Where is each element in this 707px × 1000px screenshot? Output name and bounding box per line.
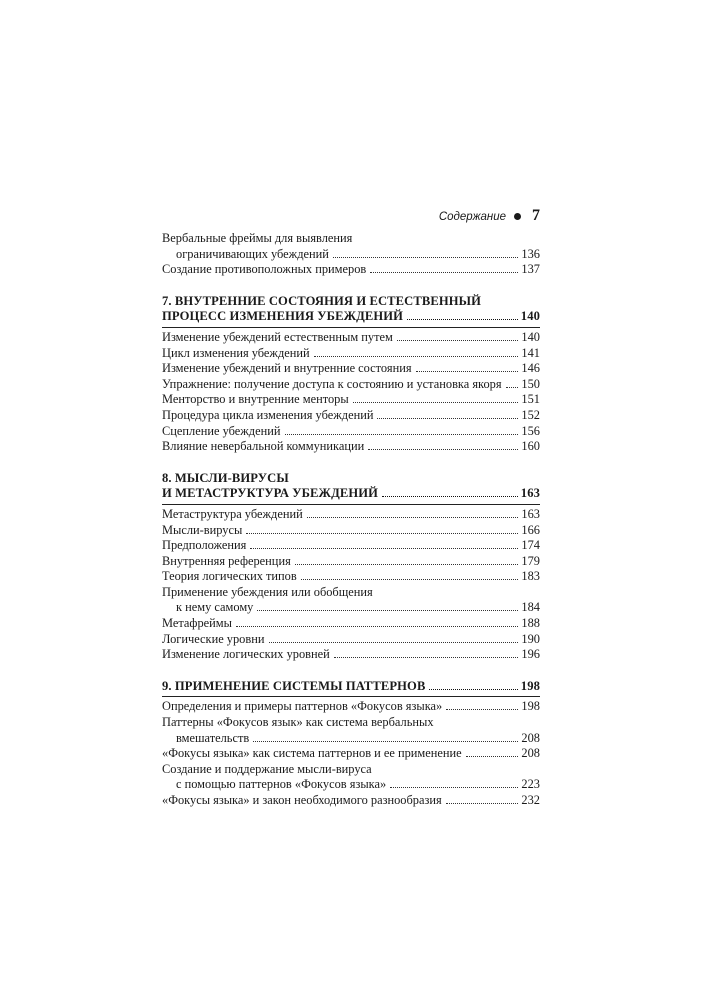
toc-entry[interactable] (162, 523, 540, 539)
toc-entry[interactable] (162, 538, 540, 554)
leader-dots (416, 371, 519, 372)
toc-entry-page: 174 (521, 538, 540, 553)
toc-entry[interactable] (162, 330, 540, 346)
toc-entry-title: Внутренняя референция (162, 553, 291, 568)
toc-entry-title-cont: ограничивающих убеждений (176, 246, 329, 261)
toc-entry-title: Паттерны «Фокусов язык» как система вербальных (162, 715, 434, 730)
toc-entry-page: 151 (521, 392, 540, 407)
chapter-rule (162, 327, 540, 328)
toc-entry[interactable] (162, 616, 540, 632)
toc-entry[interactable] (162, 585, 540, 616)
toc-entry-page: 137 (521, 262, 540, 277)
toc-entry-title: Предположения (162, 538, 247, 553)
toc-entry[interactable] (162, 408, 540, 424)
toc-entry-title: Цикл изменения убеждений (162, 345, 310, 360)
leader-dots (301, 579, 519, 580)
leader-dots (334, 657, 519, 658)
chapter-heading-8[interactable] (162, 471, 540, 502)
leader-dots (353, 402, 519, 403)
toc-entry[interactable] (162, 569, 540, 585)
leader-dots (295, 564, 519, 565)
toc-entry-title: «Фокусы языка» как система паттернов и ее применение (162, 746, 462, 761)
toc-entry-title-cont: вмешательств (176, 730, 250, 745)
toc-entry-page: 152 (521, 407, 540, 422)
toc-entry[interactable] (162, 439, 540, 455)
toc-entry-title: Теория логических типов (162, 569, 297, 584)
toc-entry-page: 136 (521, 246, 540, 261)
chapter-page: 163 (520, 486, 540, 501)
toc-entry-title: Процедура цикла изменения убеждений (162, 407, 374, 422)
toc-entry[interactable] (162, 377, 540, 393)
leader-dots (257, 610, 518, 611)
chapter-title-cont: ПРОЦЕСС ИЗМЕНЕНИЯ УБЕЖДЕНИЙ (162, 309, 404, 324)
toc-entry-title: Влияние невербальной коммуникации (162, 439, 365, 454)
table-of-contents (162, 231, 540, 809)
toc-entry-title: «Фокусы языка» и закон необходимого разнообразия (162, 793, 442, 807)
leader-dots (250, 548, 518, 549)
leader-dots (368, 449, 518, 450)
toc-entry-title-cont: к нему самому (176, 600, 254, 615)
leader-dots (246, 533, 518, 534)
toc-entry-page: 232 (521, 793, 540, 807)
section-title: Содержание (438, 211, 506, 223)
leader-dots (269, 642, 519, 643)
chapter-rule (162, 696, 540, 697)
toc-entry-page: 208 (521, 746, 540, 761)
toc-entry-title: Определения и примеры паттернов «Фокусов языка» (162, 699, 443, 714)
toc-entry-page: 223 (521, 777, 540, 792)
leader-dots (236, 626, 518, 627)
toc-entry-page: 188 (521, 616, 540, 631)
toc-entry-title: Применение убеждения или обобщения (162, 584, 373, 599)
toc-entry-title: Создание противоположных примеров (162, 262, 367, 277)
toc-entry-page: 184 (521, 600, 540, 615)
chapter-title: 7. ВНУТРЕННИЕ СОСТОЯНИЯ И ЕСТЕСТВЕННЫЙ (162, 293, 482, 308)
leader-dots (370, 272, 518, 273)
toc-entry-page: 198 (521, 699, 540, 714)
toc-entry-page: 140 (521, 329, 540, 344)
page-number: 7 (532, 207, 540, 224)
toc-entry-page: 150 (521, 376, 540, 391)
toc-entry[interactable] (162, 231, 540, 262)
chapter-page: 198 (520, 678, 540, 693)
running-head (165, 207, 540, 226)
toc-entry[interactable] (162, 715, 540, 746)
toc-entry-page: 156 (521, 423, 540, 438)
toc-entry[interactable] (162, 699, 540, 715)
toc-entry-title: Изменение логических уровней (162, 647, 330, 662)
chapter-title-cont: И МЕТАСТРУКТУРА УБЕЖДЕНИЙ (162, 486, 379, 501)
chapter-title: 8. МЫСЛИ-ВИРУСЫ (162, 470, 289, 485)
toc-entry-page: 166 (521, 522, 540, 537)
leader-dots (307, 517, 519, 518)
chapter-heading-9[interactable] (162, 679, 540, 695)
leader-dots (446, 803, 519, 804)
toc-entry-title: Мысли-вирусы (162, 522, 243, 537)
toc-entry-page: 190 (521, 631, 540, 646)
toc-entry-page: 196 (521, 647, 540, 662)
chapter-heading-7[interactable] (162, 294, 540, 325)
toc-entry[interactable] (162, 554, 540, 570)
toc-entry[interactable] (162, 507, 540, 523)
toc-entry[interactable] (162, 392, 540, 408)
toc-entry[interactable] (162, 746, 540, 762)
chapter-page: 140 (520, 309, 540, 324)
toc-entry-page: 146 (521, 361, 540, 376)
toc-entry-page: 183 (521, 569, 540, 584)
toc-entry-title: Метаструктура убеждений (162, 506, 303, 521)
toc-entry-title: Сцепление убеждений (162, 423, 281, 438)
toc-entry-title: Упражнение: получение доступа к состоянию и установка якоря (162, 376, 502, 391)
leader-dots (397, 340, 519, 341)
bullet-icon (514, 213, 521, 220)
leader-dots (314, 356, 519, 357)
leader-dots (446, 709, 518, 710)
leader-dots (407, 319, 518, 320)
toc-entry-page: 208 (521, 730, 540, 745)
toc-entry[interactable] (162, 424, 540, 440)
toc-entry-page: 160 (521, 439, 540, 454)
toc-entry[interactable] (162, 647, 540, 663)
toc-entry[interactable] (162, 346, 540, 362)
toc-entry[interactable] (162, 361, 540, 377)
toc-entry[interactable] (162, 632, 540, 648)
leader-dots (390, 787, 518, 788)
toc-entry-page: 141 (521, 345, 540, 360)
toc-entry-title: Метафреймы (162, 616, 232, 631)
leader-dots (377, 418, 518, 419)
chapter-title: 9. ПРИМЕНЕНИЕ СИСТЕМЫ ПАТТЕРНОВ (162, 678, 426, 693)
toc-entry-page: 179 (521, 553, 540, 568)
toc-entry-title: Создание и поддержание мысли-вируса (162, 761, 372, 776)
toc-entry-page: 163 (521, 506, 540, 521)
toc-entry-title: Изменение убеждений и внутренние состояния (162, 361, 412, 376)
toc-entry[interactable] (162, 262, 540, 278)
toc-entry[interactable] (162, 793, 540, 809)
leader-dots (506, 387, 519, 388)
leader-dots (382, 496, 518, 497)
toc-entry-title: Вербальные фреймы для выявления (162, 231, 353, 245)
toc-entry[interactable] (162, 762, 540, 793)
leader-dots (466, 756, 519, 757)
leader-dots (285, 434, 519, 435)
leader-dots (333, 257, 518, 258)
toc-entry-title: Изменение убеждений естественным путем (162, 329, 393, 344)
chapter-rule (162, 504, 540, 505)
toc-entry-title: Менторство и внутренние менторы (162, 392, 349, 407)
toc-entry-title-cont: с помощью паттернов «Фокусов языка» (176, 777, 387, 792)
toc-entry-title: Логические уровни (162, 631, 265, 646)
leader-dots (253, 741, 518, 742)
leader-dots (429, 689, 517, 690)
